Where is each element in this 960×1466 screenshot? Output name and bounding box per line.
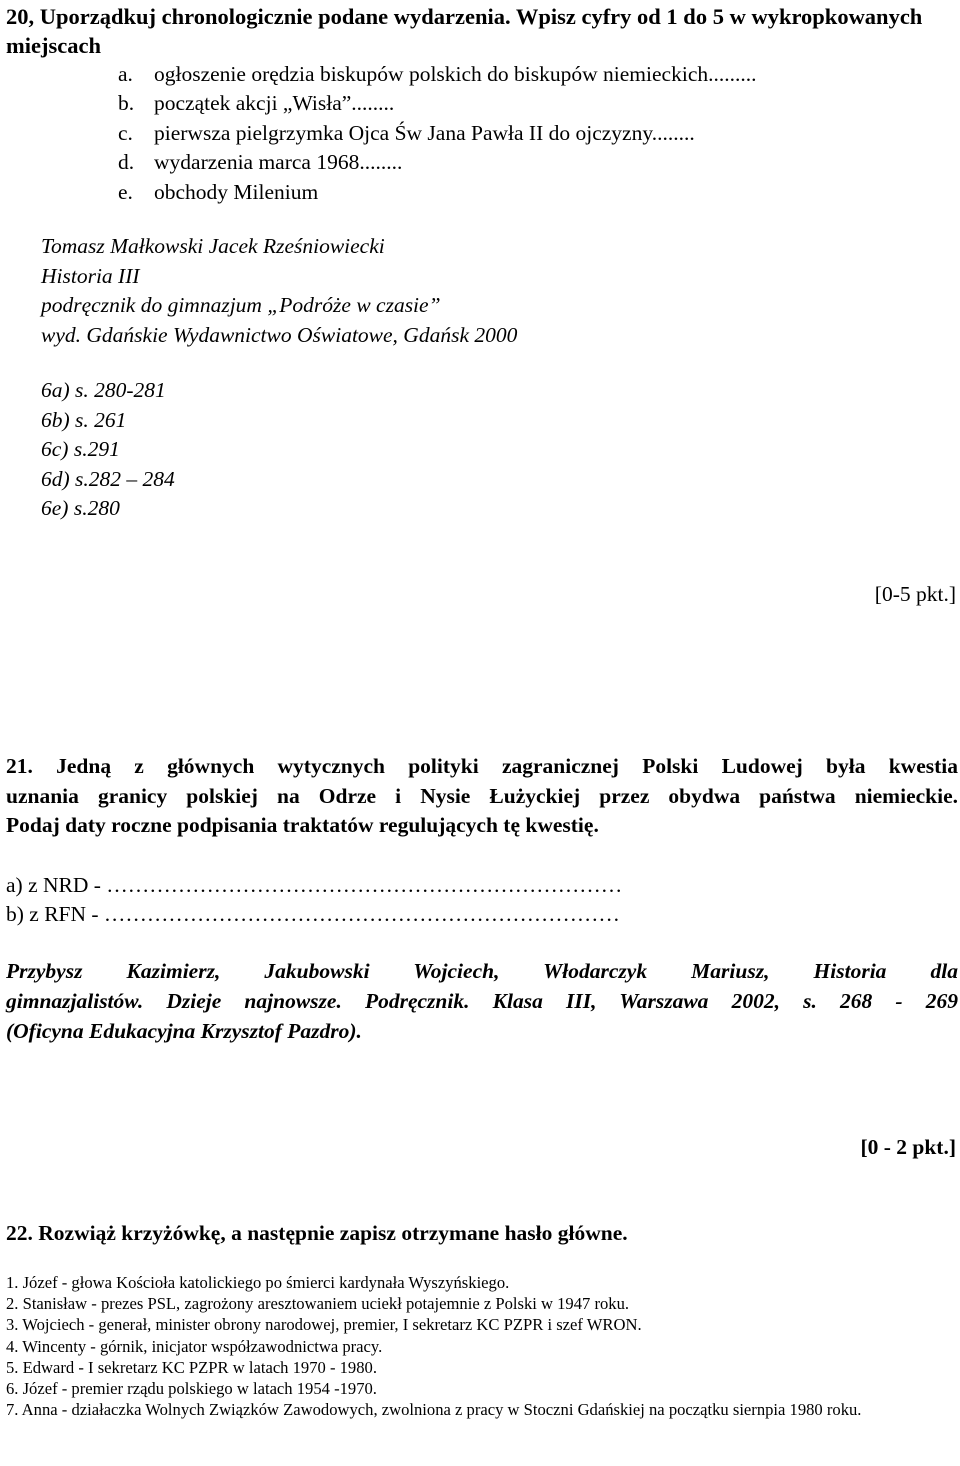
event-item-d <box>118 148 756 177</box>
source-line: Historia III <box>41 263 140 288</box>
task-20-event-list <box>118 60 756 207</box>
clue-item: 5. Edward - I sekretarz KC PZPR w latach 1970 - 1980. <box>6 1357 377 1377</box>
page-ref: 6c) s.291 <box>41 437 120 461</box>
event-item-a <box>118 60 756 89</box>
clue-item: 1. Józef - głowa Kościoła katolickiego po śmierci kardynała Wyszyńskiego. <box>6 1273 510 1292</box>
event-item-c <box>118 119 756 148</box>
task-21-question <box>6 752 958 841</box>
answer-line-nrd[interactable]: a) z NRD - ……………………………………………………………… <box>6 873 623 897</box>
clue-item: 6. Józef - premier rządu polskiego w latach 1954 -1970. <box>6 1379 377 1399</box>
clue-item: 7. Anna - działaczka Wolnych Związków Zawodowych, zwolniona z pracy w Stoczni Gdańskiej na początku siernpia 1980 roku. <box>6 1400 862 1420</box>
source-line: (Oficyna Edukacyjna Krzysztof Pazdro). <box>6 1019 362 1043</box>
task-22-heading: 22. Rozwiąż krzyżówkę, a następnie zapisz otrzymane hasło główne. <box>6 1221 628 1245</box>
task-20-page-refs <box>41 376 175 524</box>
source-line: wyd. Gdańskie Wydawnictwo Oświatowe, Gdańsk 2000 <box>41 322 518 347</box>
page-ref: 6b) s. 261 <box>41 407 127 432</box>
event-item-b <box>118 89 756 118</box>
task-22-clue-list <box>6 1272 946 1420</box>
event-letter: a. <box>118 62 133 86</box>
source-line: Tomasz Małkowski Jacek Rześniowiecki <box>41 234 385 258</box>
question-line: uznania granicy polskiej na Odrze i Nysie Łużyckiej przez obydwa państwa niemieckie. <box>6 783 958 808</box>
question-line: 21. Jedną z głównych wytycznych polityki zagranicznej Polski Ludowej była kwestia <box>6 754 958 778</box>
clue-item: 2. Stanisław - prezes PSL, zagrożony aresztowaniem uciekł potajemnie z Polski w 1947 roku. <box>6 1294 630 1314</box>
page-ref: 6e) s.280 <box>41 496 120 520</box>
event-text: wydarzenia marca 1968........ <box>154 150 403 175</box>
clue-item: 3. Wojciech - generał, minister obrony narodowej, premier, I sekretarz KC PZPR i szef WRON. <box>6 1315 642 1335</box>
page-ref: 6a) s. 280-281 <box>41 378 166 402</box>
event-text: obchody Milenium <box>154 179 319 204</box>
task-20-heading: 20, Uporządkuj chronologicznie podane wydarzenia. Wpisz cyfry od 1 do 5 w wykropkowanych miejscach <box>6 4 923 58</box>
event-text: pierwsza pielgrzymka Ojca Św Jana Pawła II do ojczyzny........ <box>154 120 695 145</box>
event-text: początek akcji „Wisła”........ <box>154 91 395 116</box>
question-line: Podaj daty roczne podpisania traktatów regulujących tę kwestię. <box>6 813 599 837</box>
event-letter: e. <box>118 179 133 204</box>
page-ref: 6d) s.282 – 284 <box>41 466 175 491</box>
source-line: podręcznik do gimnazjum „Podróże w czasie” <box>41 293 441 317</box>
task-21-source <box>6 956 958 1046</box>
event-item-e <box>118 178 756 207</box>
task-21-points: [0 - 2 pkt.] <box>860 1135 956 1159</box>
task-20-source <box>41 232 517 350</box>
event-letter: c. <box>118 120 133 145</box>
task-20-points: [0-5 pkt.] <box>874 582 956 606</box>
clue-item: 4. Wincenty - górnik, inicjator współzawodnictwa pracy. <box>6 1336 383 1356</box>
event-letter: d. <box>118 150 135 175</box>
source-line: gimnazjalistów. Dzieje najnowsze. Podręcznik. Klasa III, Warszawa 2002, s. 268 - 269 <box>6 989 958 1013</box>
event-text: ogłoszenie orędzia biskupów polskich do biskupów niemieckich......... <box>154 62 757 86</box>
task-21-answers <box>6 871 622 929</box>
source-line: Przybysz Kazimierz, Jakubowski Wojciech, Włodarczyk Mariusz, Historia dla <box>6 959 958 983</box>
answer-line-rfn[interactable]: b) z RFN - ……………………………………………………………… <box>6 902 620 926</box>
event-letter: b. <box>118 91 135 116</box>
